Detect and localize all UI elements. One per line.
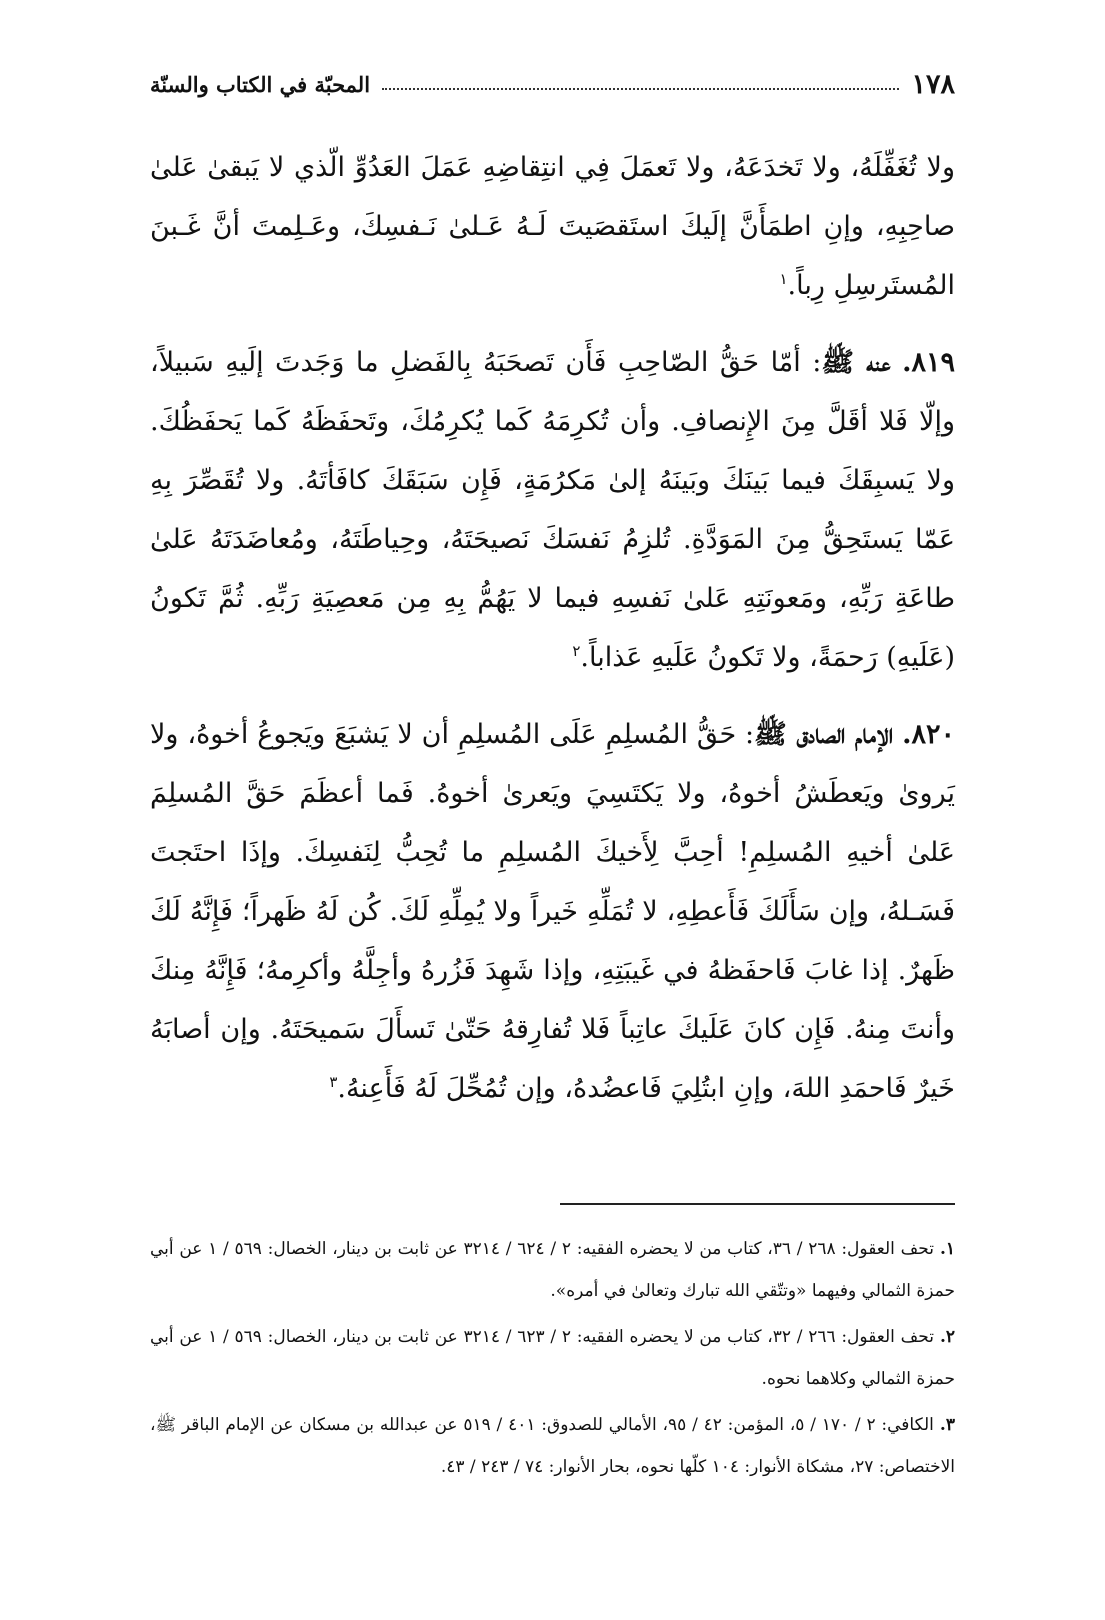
hadith-speaker: الإمام الصادق ﷺ xyxy=(754,719,894,750)
footnote-marker: ٣ xyxy=(329,1073,338,1091)
paragraph-text: : حَقُّ المُسلِمِ عَلَى المُسلِمِ أن لا يَشبَعَ ويَجوعُ أخوهُ، ولا يَروىٰ ويَعطَشُ أخوهُ، ولا يَكتَسِيَ ويَعرىٰ أخوهُ. فَما أعظَمَ حَقَّ المُسلِمَ عَلىٰ أخيهِ المُسلِمِ! أحِبَّ لِأَخيكَ المُسلِمِ ما تُحِبُّ لِنَفسِكَ. وإذَا احتَجتَ فَسَـلهُ، وإن سَأَلَكَ فَأَعطِهِ، لا تُمَلِّهِ خَيراً ولا يُمِلِّهِ لَكَ. كُن لَهُ ظَهراً؛ فَإِنَّهُ لَكَ ظَهرٌ. إذا غابَ فَاحفَظهُ في غَيبَتِهِ، وإذا شَهِدَ فَزُرهُ وأجِلَّهُ وأكرِمهُ؛ فَإِنَّهُ مِنكَ وأنتَ مِنهُ. فَإِن كانَ عَلَيكَ عاتِباً فَلا تُفارِقهُ حَتّىٰ تَسأَلَ سَميحَتَهُ. وإن أصابَهُ خَيرٌ فَاحمَدِ اللهَ، وإنِ ابتُلِيَ فَاعضُدهُ، وإن تُمُحِّلَ لَهُ فَأَعِنهُ. xyxy=(150,719,955,1104)
header-dotted-leader xyxy=(382,88,899,90)
footnote xyxy=(150,1404,955,1488)
paragraph-continuation xyxy=(150,138,955,315)
footnote-text: الكافي: ٢ / ١٧٠ / ٥، المؤمن: ٤٢ / ٩٥، الأمالي للصدوق: ٤٠١ / ٥١٩ عن عبدالله بن مسكان عن الإمام الباقر ﷺ، الاختصاص: ٢٧، مشكاة الأنوار: ١٠٤ كلّها نحوه، بحار الأنوار: ٧٤ / ٢٤٣ / ٤٣. xyxy=(150,1415,955,1477)
hadith-paragraph xyxy=(150,333,955,687)
footnote-separator xyxy=(560,1203,955,1205)
paragraph-text: : أمّا حَقُّ الصّاحِبِ فَأَن تَصحَبَهُ بِالفَضلِ ما وَجَدتَ إلَيهِ سَبيلاً، وإلّا فَلا أقَلَّ مِنَ الإِنصافِ. وأن تُكرِمَهُ كَما يُكرِمُكَ، وتَحفَظَهُ كَما يَحفَظُكَ. ولا يَسبِقَكَ فيما بَينَكَ وبَينَهُ إلىٰ مَكرُمَةٍ، فَإِن سَبَقَكَ كافَأتَهُ. ولا تُقَصِّرَ بِهِ عَمّا يَستَحِقُّ مِنَ المَوَدَّةِ. تُلزِمُ نَفسَكَ نَصيحَتَهُ، وحِياطَتَهُ، ومُعاضَدَتَهُ عَلىٰ طاعَةِ رَبِّهِ، ومَعونَتِهِ عَلىٰ نَفسِهِ فيما لا يَهُمُّ بِهِ مِن مَعصِيَةِ رَبِّهِ. ثُمَّ تَكونُ (عَلَيهِ) رَحمَةً، ولا تَكونُ عَلَيهِ عَذاباً. xyxy=(150,347,955,673)
running-title: المحبّة في الكتاب والسنّة xyxy=(150,71,371,97)
main-text xyxy=(150,138,955,1136)
footnote xyxy=(150,1316,955,1400)
footnote-marker: ١ xyxy=(779,270,788,288)
hadith-paragraph xyxy=(150,705,955,1118)
hadith-speaker: عنه ﷺ xyxy=(821,347,891,378)
page-header xyxy=(150,66,955,102)
footnote-number: ١. xyxy=(939,1239,955,1259)
footnote-number: ٢. xyxy=(939,1327,955,1347)
footnote-text: تحف العقول: ٢٦٨ / ٣٦، كتاب من لا يحضره الفقيه: ٢ / ٦٢٤ / ٣٢١٤ عن ثابت بن دينار، الخصال: ٥٦٩ / ١ عن أبي حمزة الثمالي وفيهما «وتتّقي الله تبارك وتعالىٰ في أمره». xyxy=(150,1239,955,1301)
footnote-marker: ٢ xyxy=(572,642,581,660)
paragraph-text: ولا تُغَفِّلَهُ، ولا تَخدَعَهُ، ولا تَعمَلَ فِي انتِقاضِهِ عَمَلَ العَدُوِّ الّذي لا يَبقىٰ عَلىٰ صاحِبِهِ، وإنِ اطمَأَنَّ إلَيكَ استَقصَيتَ لَـهُ عَـلىٰ نَـفسِكَ، وعَـلِمتَ أنَّ غَـبنَ المُستَرسِلِ رِباً. xyxy=(150,152,955,301)
hadith-number: ٨١٩. xyxy=(902,347,955,378)
footnote xyxy=(150,1228,955,1312)
footnotes xyxy=(150,1228,955,1492)
hadith-number: ٨٢٠. xyxy=(902,719,955,750)
footnote-number: ٣. xyxy=(939,1415,955,1435)
page-number: ١٧٨ xyxy=(911,68,955,100)
footnote-text: تحف العقول: ٢٦٦ / ٣٢، كتاب من لا يحضره الفقيه: ٢ / ٦٢٣ / ٣٢١٤ عن ثابت بن دينار، الخصال: ٥٦٩ / ١ عن أبي حمزة الثمالي وكلاهما نحوه. xyxy=(150,1327,955,1389)
